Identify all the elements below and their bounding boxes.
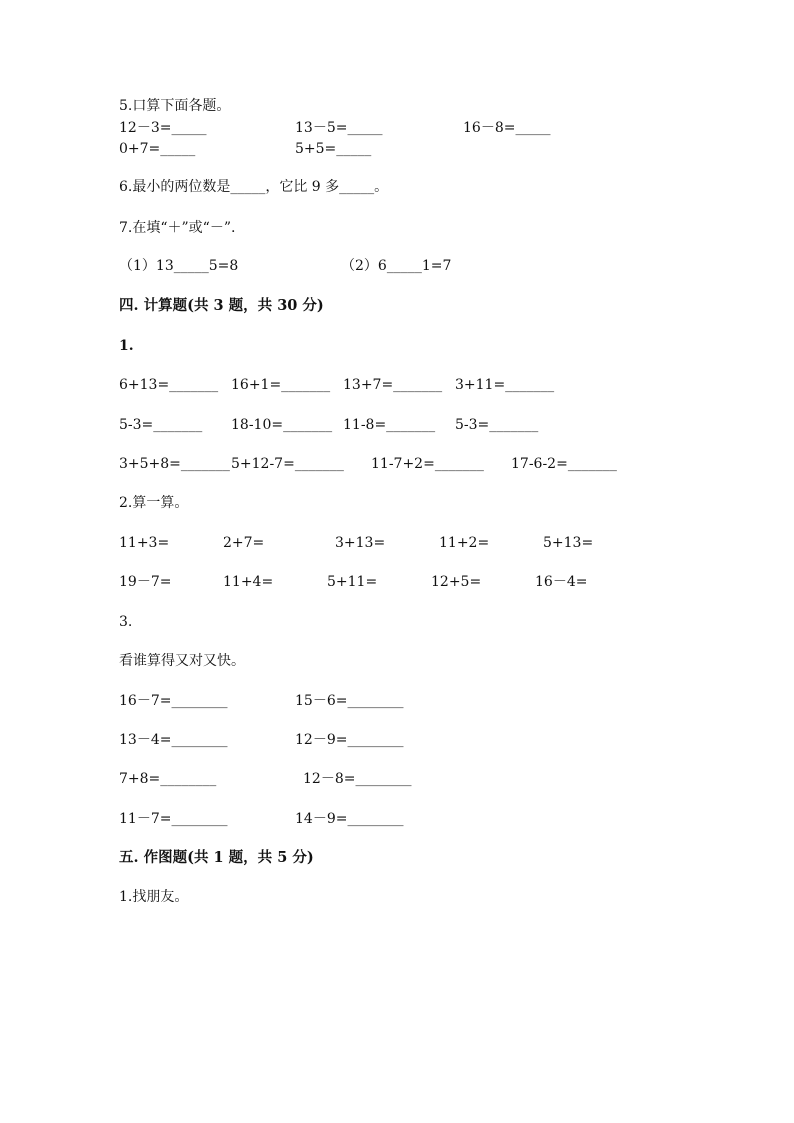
s4q2-item: 11+3= — [119, 535, 170, 551]
s4q3-item: 16－7=________ — [119, 693, 228, 709]
q5-item: 0+7=_____ — [119, 141, 196, 157]
q5-title: 5.口算下面各题。 — [119, 98, 231, 114]
s4q3-item: 12－8=________ — [303, 771, 412, 787]
s4q1-item: 3+11=_______ — [455, 377, 555, 393]
s4q3-item: 12－9=________ — [295, 732, 404, 748]
q5-item: 12－3=_____ — [119, 120, 207, 136]
q5-row-1 — [0, 118, 794, 138]
s4q3-row-2 — [0, 730, 794, 750]
q6-line — [0, 177, 794, 197]
s4q1-item: 18-10=_______ — [231, 417, 333, 433]
s4q2-item: 5+13= — [543, 535, 594, 551]
q5-item: 16－8=_____ — [463, 120, 551, 136]
s4q1-item: 11-7+2=_______ — [371, 456, 484, 472]
s4q3-row-4 — [0, 809, 794, 829]
s4q1-item: 5-3=_______ — [455, 417, 539, 433]
s4q3-item: 11－7=________ — [119, 811, 228, 827]
s4q3-label: 3. — [119, 614, 133, 630]
q5-item: 5+5=_____ — [295, 141, 372, 157]
s4q2-title: 2.算一算。 — [119, 495, 189, 511]
s4q2-row-1 — [0, 533, 794, 553]
q7-title: 7.在填“＋”或“－”. — [119, 220, 236, 236]
s4q1-row-1 — [0, 375, 794, 395]
q7-item: （1）13_____5=8 — [119, 258, 239, 274]
section5-heading-line — [0, 848, 794, 868]
s4q1-item: 5+12-7=_______ — [231, 456, 344, 472]
s4q2-item: 16－4= — [535, 574, 588, 590]
s4q2-item: 2+7= — [223, 535, 265, 551]
s4q2-item: 19－7= — [119, 574, 172, 590]
q7-items — [0, 256, 794, 276]
q6-text: 6.最小的两位数是_____，它比 9 多_____。 — [119, 179, 389, 195]
s5q1-text: 1.找朋友。 — [119, 889, 189, 905]
s5q1-line — [0, 887, 794, 907]
s4q1-item: 17-6-2=_______ — [511, 456, 617, 472]
s4q2-item: 5+11= — [327, 574, 378, 590]
s4q2-row-2 — [0, 572, 794, 592]
s4q1-item: 13+7=_______ — [343, 377, 443, 393]
q7-title-line — [0, 218, 794, 238]
s4q2-item: 12+5= — [431, 574, 482, 590]
s4q3-item: 14－9=________ — [295, 811, 404, 827]
s4q3-item: 7+8=________ — [119, 771, 217, 787]
q7-item: （2）6_____1=7 — [341, 258, 452, 274]
q5-item: 13－5=_____ — [295, 120, 383, 136]
s4q3-item: 15－6=________ — [295, 693, 404, 709]
s4q1-label: 1. — [119, 338, 134, 354]
q5-row-2 — [0, 139, 794, 159]
s4q1-item: 3+5+8=_______ — [119, 456, 230, 472]
s4q1-item: 6+13=_______ — [119, 377, 219, 393]
s4q2-item: 11+4= — [223, 574, 274, 590]
q5-title-line — [0, 96, 794, 116]
s4q1-row-3 — [0, 454, 794, 474]
s4q3-row-3 — [0, 769, 794, 789]
section4-heading-line — [0, 296, 794, 316]
s4q3-row-1 — [0, 691, 794, 711]
s4q1-item: 11-8=_______ — [343, 417, 436, 433]
s4q1-item: 16+1=_______ — [231, 377, 331, 393]
s4q3-label-line — [0, 612, 794, 632]
s4q2-item: 3+13= — [335, 535, 386, 551]
s4q3-subtitle-line — [0, 651, 794, 671]
s4q2-title-line — [0, 493, 794, 513]
s4q2-item: 11+2= — [439, 535, 490, 551]
s4q1-item: 5-3=_______ — [119, 417, 203, 433]
s4q3-item: 13－4=________ — [119, 732, 228, 748]
section4-heading: 四. 计算题(共 3 题，共 30 分) — [119, 297, 324, 314]
section5-heading: 五. 作图题(共 1 题，共 5 分) — [119, 849, 314, 866]
s4q1-label-line — [0, 336, 794, 356]
s4q1-row-2 — [0, 415, 794, 435]
s4q3-subtitle: 看谁算得又对又快。 — [119, 653, 245, 669]
